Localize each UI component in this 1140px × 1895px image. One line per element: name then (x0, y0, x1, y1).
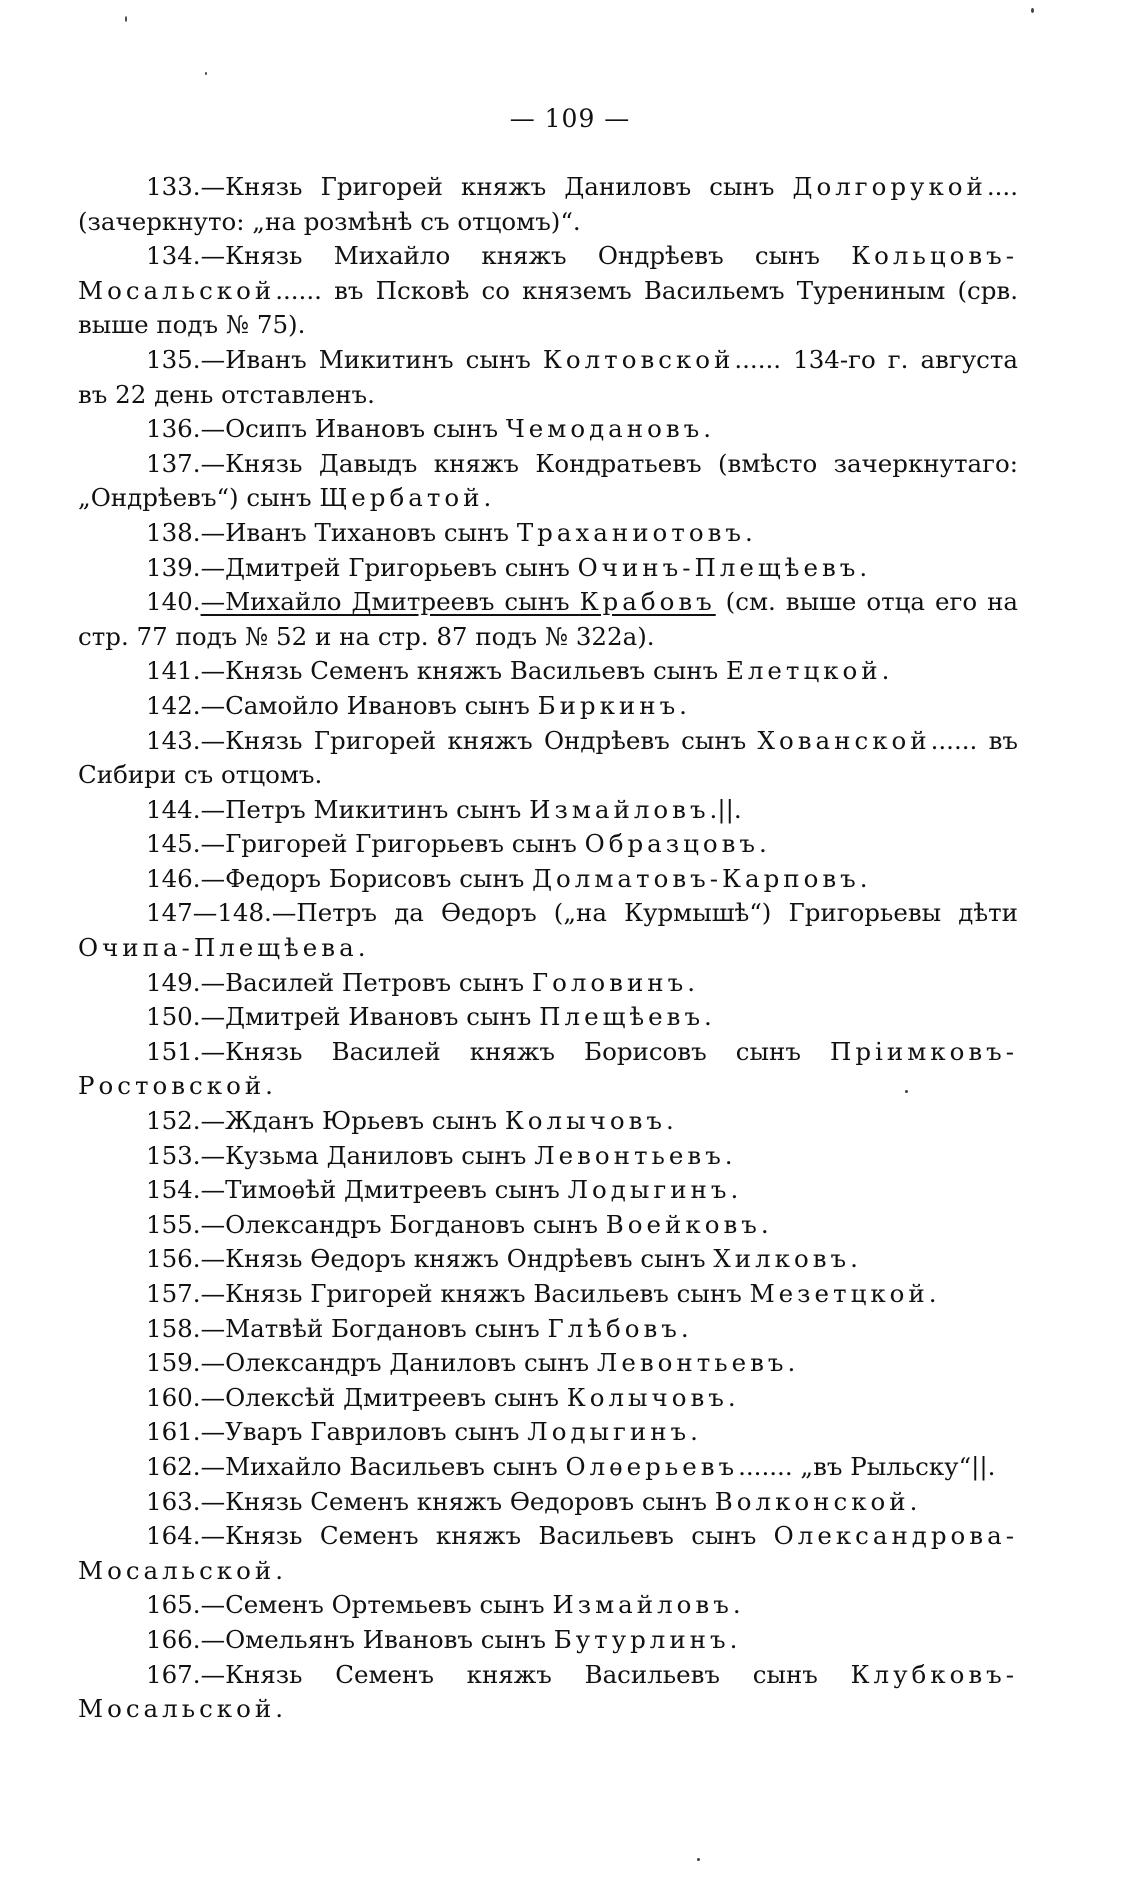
entry-number: 159. (146, 1348, 201, 1378)
entry-suffix: . (760, 1209, 769, 1239)
entry-text: —Жданъ Юрьевъ сынъ (200, 1106, 505, 1136)
entry-suffix: . (850, 1244, 858, 1274)
entry-text: —Петръ да Ѳедоръ („на Курмышѣ“) Григорьевы дѣти (271, 898, 1018, 928)
entry (78, 343, 1018, 412)
entry (78, 1658, 1018, 1727)
entry-number: 143. (146, 725, 201, 755)
entry-text: —Князь Давыдъ княжъ Кондратьевъ (вмѣсто зачеркнутаго: „Ондрѣевъ“) сынъ (78, 448, 1018, 513)
print-speck (125, 16, 127, 22)
entry-text: —Семенъ Ортемьевъ сынъ (200, 1590, 553, 1620)
entry-text: —Князь Василей княжъ Борисовъ сынъ (200, 1036, 830, 1066)
entry (78, 896, 1018, 965)
entry (78, 1346, 1018, 1381)
entry-suffix: . (928, 1279, 937, 1308)
entry-surname: Крабовъ (579, 587, 716, 617)
entry-text: —Олександръ Даниловъ сынъ (200, 1348, 597, 1378)
entry-number: 164. (146, 1521, 201, 1551)
entry-suffix: . (679, 690, 687, 720)
entry-number: 140. (146, 587, 201, 617)
entry-number: 138. (146, 517, 201, 547)
entry-number: 134. (146, 241, 201, 271)
entry-list (78, 170, 1018, 1727)
entry-suffix: . (357, 933, 366, 963)
entry-suffix: . (730, 1175, 739, 1205)
entry-text: —Осипъ Ивановъ сынъ (200, 414, 506, 444)
entry-number: 141. (146, 656, 201, 686)
entry-surname: Долгорукой (792, 172, 987, 201)
page-number: — 109 — (509, 104, 631, 133)
entry-text: —Князь Семенъ княжъ Васильевъ сынъ (200, 656, 726, 686)
entry-number: 142. (146, 690, 201, 720)
entry-surname: Воейковъ (605, 1209, 761, 1239)
print-speck (205, 72, 207, 75)
entry-surname: Долматовъ-Карповъ (532, 863, 860, 893)
entry-suffix: . (665, 1106, 674, 1136)
entry-suffix: . (787, 1348, 796, 1378)
entry-suffix: ....... „въ Рыльску“||. (738, 1451, 996, 1481)
entry-suffix: .... (зачеркнуто: „на розмѣнѣ съ отцомъ)“. (78, 172, 1018, 236)
entry-text: —Иванъ Микитинъ сынъ (200, 344, 543, 374)
entry-suffix: . (704, 1002, 712, 1032)
entry-text: —Князь Григорей княжъ Васильевъ сынъ (200, 1279, 750, 1308)
entry-suffix: ...... въ Сибири съ отцомъ. (78, 725, 1018, 790)
entry-surname: Траханиотовъ (516, 517, 745, 547)
entry-number: 163. (146, 1486, 201, 1516)
entry-number: 154. (146, 1175, 201, 1205)
entry (78, 1000, 1018, 1035)
entry-suffix: . (483, 483, 492, 513)
entry-number: 151. (146, 1036, 201, 1066)
entry-text: —Михайло Васильевъ сынъ (200, 1451, 566, 1481)
print-speck (697, 1858, 700, 1861)
print-speck (1031, 8, 1034, 13)
entry-number: 137. (146, 448, 201, 478)
entry-number: 167. (146, 1659, 201, 1689)
entry-surname: Клубковъ-Мосальской (78, 1659, 1018, 1724)
entry-text: —Иванъ Тихановъ сынъ (200, 517, 517, 547)
entry-text: —Дмитрей Ивановъ сынъ (200, 1002, 540, 1032)
entry-suffix: . (759, 829, 767, 859)
entry-surname: Лодыгинъ (567, 1175, 731, 1205)
entry (78, 1519, 1018, 1588)
entry (78, 1623, 1018, 1658)
entry (78, 551, 1018, 586)
entry-surname: Измайловъ (529, 794, 710, 824)
entry (78, 1139, 1018, 1174)
entry-surname: Пріимковъ-Ростовской (78, 1036, 1018, 1101)
entry-suffix: . (703, 414, 712, 444)
entry-number: 147—148. (146, 898, 272, 928)
entry-suffix: . (690, 1417, 698, 1447)
entry-text: —Князь Семенъ княжъ Ѳедоровъ сынъ (200, 1486, 715, 1516)
entry-surname: Щербатой (319, 483, 484, 513)
entry-number: 158. (146, 1313, 201, 1343)
entry-text: —Князь Григорей княжъ Ондрѣевъ сынъ (200, 725, 758, 755)
entry-text: —Князь Ѳедоръ княжъ Ондрѣевъ сынъ (200, 1244, 714, 1274)
entry-number: 156. (146, 1244, 201, 1274)
entry (78, 585, 1018, 654)
entry-text: —Федоръ Борисовъ сынъ (200, 863, 533, 893)
entry-number: 162. (146, 1451, 201, 1481)
entry-suffix: . (881, 656, 890, 686)
entry-number: 135. (146, 344, 201, 374)
entry (78, 170, 1018, 239)
entry-surname: Волконской (714, 1486, 910, 1516)
entry-number: 157. (146, 1279, 201, 1308)
entry-text: —Матвѣй Богдановъ сынъ (200, 1313, 548, 1343)
entry-text: —Василей Петровъ сынъ (200, 967, 532, 997)
entry-text: —Князь Семенъ княжъ Васильевъ сынъ (200, 1521, 774, 1551)
entry-number: 153. (146, 1140, 201, 1170)
entry-number: 161. (146, 1417, 201, 1447)
entry-surname: Образцовъ (584, 829, 759, 859)
entry-surname: Измайловъ (552, 1590, 733, 1620)
entry-text: —Князь Григорей княжъ Даниловъ сынъ (200, 172, 793, 201)
entry (78, 1485, 1018, 1520)
entry-suffix: . (687, 967, 695, 997)
entry-suffix: . (275, 1555, 283, 1585)
entry-surname: Лодыгинъ (527, 1417, 691, 1447)
entry-number: 144. (146, 794, 201, 824)
entry-text: —Кузьма Даниловъ сынъ (200, 1140, 535, 1170)
entry (78, 827, 1018, 862)
entry (78, 447, 1018, 516)
entry-number: 136. (146, 414, 201, 444)
entry-number: 139. (146, 552, 201, 582)
entry-surname: Хованской (757, 725, 931, 755)
entry-surname: Глѣбовъ (547, 1313, 681, 1343)
entry-text: —Дмитрей Григорьевъ сынъ (200, 552, 578, 582)
entry-surname: Левонтьевъ (596, 1348, 788, 1378)
print-speck (905, 1090, 908, 1093)
entry (78, 1450, 1018, 1485)
entry-surname: Очипа-Плещѣева (78, 933, 358, 963)
entry (78, 1381, 1018, 1416)
entry-number: 152. (146, 1106, 201, 1136)
entry-surname: Олександрова-Мосальской (78, 1521, 1018, 1585)
entry-text: —Петръ Микитинъ сынъ (200, 794, 530, 824)
entry-suffix: . (744, 517, 753, 547)
entry (78, 966, 1018, 1001)
entry-suffix: . (859, 863, 868, 893)
entry-text: —Тимоѳѣй Дмитреевъ сынъ (200, 1175, 568, 1205)
entry-surname: Колычовъ (566, 1382, 728, 1412)
entry-number: 155. (146, 1209, 201, 1239)
entry-surname: Биркинъ (537, 690, 680, 720)
entry (78, 724, 1018, 793)
entry-suffix: . (729, 1624, 738, 1654)
entry-surname: Чемодановъ (505, 414, 704, 444)
entry-suffix: . (859, 552, 868, 582)
entry-surname: Колтовской (542, 344, 735, 374)
entry-suffix: .||. (709, 794, 742, 824)
entry-number: 133. (146, 172, 201, 201)
entry-suffix: . (727, 1382, 736, 1412)
entry-surname: Хилковъ (713, 1244, 851, 1274)
entry-text: —Олександръ Богдановъ сынъ (200, 1209, 606, 1239)
entry (78, 1208, 1018, 1243)
entry (78, 1104, 1018, 1139)
entry-text: —Григорей Григорьевъ сынъ (200, 829, 585, 859)
entry-surname: Головинъ (531, 967, 688, 997)
entry-text: —Михайло Дмитреевъ сынъ (200, 587, 580, 617)
entry-number: 160. (146, 1382, 201, 1412)
entry-number: 145. (146, 829, 201, 859)
entry-suffix: . (680, 1313, 689, 1343)
entry (78, 1312, 1018, 1347)
entry-number: 166. (146, 1624, 201, 1654)
entry-suffix: . (724, 1140, 733, 1170)
entry (78, 862, 1018, 897)
entry-suffix: ...... въ Псковѣ со княземъ Васильемъ Турениным (срв. выше подъ № 75). (78, 275, 1018, 340)
entry (78, 1242, 1018, 1277)
entry (78, 1588, 1018, 1623)
entry-surname: Плещѣевъ (539, 1002, 705, 1032)
entry-suffix: . (275, 1694, 283, 1724)
entry-number: 146. (146, 863, 201, 893)
entry-surname: Очинъ-Плещѣевъ (577, 552, 860, 582)
entry (78, 516, 1018, 551)
entry-surname: Кольцовъ-Мосальской (78, 241, 1018, 305)
entry-text: —Уваръ Гавриловъ сынъ (200, 1417, 528, 1447)
entry-text: —Самойло Ивановъ сынъ (200, 690, 538, 720)
entry-suffix: . (265, 1071, 273, 1101)
entry-number: 150. (146, 1002, 201, 1032)
entry (78, 1173, 1018, 1208)
entry-suffix: . (909, 1486, 918, 1516)
entry-text: —Олексѣй Дмитреевъ сынъ (200, 1382, 567, 1412)
entry (78, 239, 1018, 343)
entry-text: —Омельянъ Ивановъ сынъ (200, 1624, 554, 1654)
entry (78, 689, 1018, 724)
entry-surname: Колычовъ (504, 1106, 666, 1136)
entry-surname: Бутурлинъ (553, 1624, 730, 1654)
entry-suffix: . (732, 1590, 741, 1620)
entry-surname: Елетцкой (725, 656, 882, 686)
entry-surname: Олѳерьевъ (565, 1451, 739, 1481)
entry-suffix: (см. выше отца его на стр. 77 подъ № 52 и на стр. 87 подъ № 322а). (78, 587, 1018, 651)
entry (78, 1035, 1018, 1104)
entry-text: —Князь Семенъ княжъ Васильевъ сынъ (200, 1659, 851, 1689)
entry (78, 1277, 1018, 1312)
entry-text: —Князь Михайло княжъ Ондрѣевъ сынъ (200, 241, 852, 271)
entry-surname: Мезетцкой (749, 1279, 929, 1308)
entry-suffix: ...... 134-го г. августа въ 22 день отставленъ. (78, 344, 1018, 409)
entry (78, 793, 1018, 828)
entry-number: 165. (146, 1590, 201, 1620)
entry-surname: Левонтьевъ (534, 1140, 725, 1170)
entry (78, 412, 1018, 447)
entry (78, 1415, 1018, 1450)
entry-number: 149. (146, 967, 201, 997)
entry (78, 654, 1018, 689)
